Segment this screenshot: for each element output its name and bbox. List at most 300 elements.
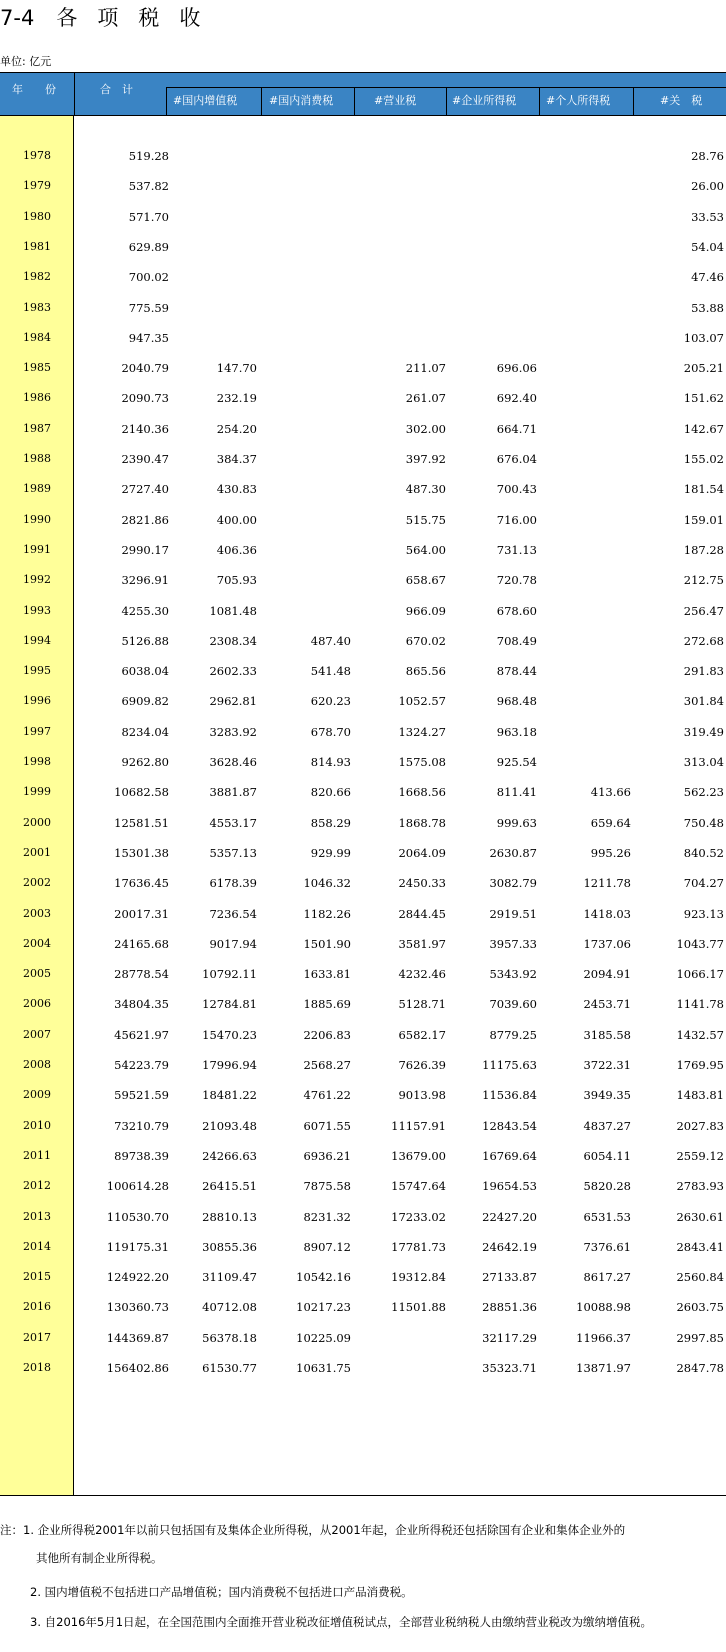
enterprise-income-cell: 16769.64 (482, 1148, 537, 1163)
enterprise-income-cell: 664.71 (496, 421, 537, 436)
tariff-cell: 1141.78 (676, 997, 724, 1012)
total-cell: 3296.91 (121, 573, 169, 588)
individual-income-cell: 659.64 (590, 815, 631, 830)
enterprise-income-cell: 700.43 (496, 482, 537, 497)
business-tax-cell: 5128.71 (398, 997, 446, 1012)
total-cell: 2727.40 (121, 482, 169, 497)
domestic-consumption-cell: 1885.69 (303, 997, 351, 1012)
year-cell: 1980 (23, 209, 51, 223)
tariff-cell: 53.88 (691, 300, 724, 315)
domestic-vat-cell: 17996.94 (202, 1058, 257, 1072)
enterprise-income-cell: 968.48 (496, 694, 537, 709)
domestic-vat-cell: 3628.46 (209, 755, 257, 769)
year-cell: 2010 (23, 1118, 51, 1132)
column-divider (354, 87, 355, 116)
domestic-vat-cell: 254.20 (216, 421, 257, 436)
enterprise-income-cell: 27133.87 (482, 1270, 537, 1285)
individual-income-cell: 2453.71 (583, 997, 631, 1012)
year-cell: 2003 (23, 906, 51, 920)
domestic-vat-cell: 56378.18 (202, 1330, 257, 1345)
tariff-cell: 54.04 (691, 239, 724, 254)
domestic-consumption-cell: 10631.75 (296, 1361, 351, 1375)
domestic-consumption-cell: 2206.83 (303, 1027, 351, 1042)
individual-income-cell: 3722.31 (583, 1058, 631, 1072)
enterprise-income-cell: 2630.87 (489, 845, 537, 860)
total-cell: 130360.73 (106, 1300, 169, 1315)
table-row (0, 746, 726, 778)
table-row (0, 958, 726, 990)
table-row (0, 1291, 726, 1323)
year-cell: 1978 (23, 149, 51, 162)
domestic-consumption-cell: 1501.90 (303, 936, 351, 951)
tariff-cell: 562.23 (683, 785, 724, 800)
domestic-vat-cell: 26415.51 (202, 1179, 257, 1194)
tariff-cell: 256.47 (683, 603, 724, 618)
tariff-cell: 313.04 (683, 755, 724, 769)
domestic-vat-cell: 21093.48 (202, 1118, 257, 1133)
tariff-cell: 159.01 (683, 512, 724, 527)
header-enterprise-income: #企业所得税 (452, 94, 517, 107)
domestic-consumption-cell: 1633.81 (303, 967, 351, 982)
domestic-consumption-cell: 10542.16 (296, 1270, 351, 1285)
enterprise-income-cell: 731.13 (496, 542, 537, 557)
enterprise-income-cell: 28851.36 (482, 1300, 537, 1315)
total-cell: 5126.88 (121, 633, 169, 648)
business-tax-cell: 515.75 (405, 512, 446, 527)
domestic-vat-cell: 406.36 (216, 542, 257, 557)
total-cell: 89738.39 (114, 1148, 169, 1163)
domestic-consumption-cell: 541.48 (310, 664, 351, 679)
column-divider (633, 87, 634, 116)
year-cell: 2002 (23, 876, 51, 890)
table-number: 7-4 (0, 6, 35, 30)
enterprise-income-cell: 8779.25 (489, 1027, 537, 1042)
tariff-cell: 142.67 (683, 421, 724, 436)
domestic-vat-cell: 10792.11 (202, 967, 257, 982)
business-tax-cell: 1868.78 (398, 815, 446, 830)
individual-income-cell: 8617.27 (583, 1270, 631, 1285)
enterprise-income-cell: 11175.63 (482, 1058, 537, 1072)
enterprise-income-cell: 811.41 (496, 785, 537, 800)
enterprise-income-cell: 999.63 (496, 815, 537, 830)
total-cell: 2990.17 (121, 542, 169, 557)
domestic-vat-cell: 147.70 (216, 361, 257, 376)
business-tax-cell: 658.67 (405, 573, 446, 588)
domestic-vat-cell: 400.00 (216, 512, 257, 527)
table-row (0, 1079, 726, 1111)
enterprise-income-cell: 925.54 (496, 755, 537, 769)
year-cell: 1989 (23, 482, 51, 496)
domestic-consumption-cell: 620.23 (310, 694, 351, 709)
table-row (0, 1261, 726, 1293)
table-row (0, 807, 726, 839)
tariff-cell: 272.68 (683, 633, 724, 648)
individual-income-cell: 11966.37 (576, 1330, 631, 1345)
year-cell: 1985 (23, 361, 51, 375)
total-cell: 17636.45 (114, 876, 169, 891)
table-bottom-border (0, 1495, 726, 1496)
table-row (0, 504, 726, 536)
year-cell: 1999 (23, 785, 51, 799)
year-cell: 1982 (23, 270, 51, 284)
table-row (0, 1110, 726, 1142)
unit-label: 单位: 亿元 (0, 55, 52, 68)
tariff-cell: 923.13 (683, 906, 724, 921)
total-cell: 15301.38 (114, 845, 169, 860)
header-individual-income: #个人所得税 (546, 94, 611, 107)
year-cell: 2018 (23, 1361, 51, 1374)
domestic-vat-cell: 2308.34 (209, 633, 257, 648)
individual-income-cell: 1737.06 (583, 936, 631, 951)
tariff-cell: 2559.12 (676, 1148, 724, 1163)
table-header (0, 72, 726, 116)
enterprise-income-cell: 32117.29 (482, 1330, 537, 1345)
domestic-vat-cell: 5357.13 (209, 845, 257, 860)
domestic-consumption-cell: 814.93 (310, 755, 351, 769)
individual-income-cell: 413.66 (590, 785, 631, 800)
tariff-cell: 301.84 (683, 694, 724, 709)
total-cell: 2821.86 (121, 512, 169, 527)
domestic-consumption-cell: 6071.55 (303, 1118, 351, 1133)
table-row (0, 443, 726, 475)
table-row (0, 867, 726, 899)
year-cell: 2011 (23, 1148, 51, 1162)
total-cell: 2140.36 (121, 421, 169, 436)
year-cell: 2009 (23, 1088, 51, 1102)
domestic-vat-cell: 7236.54 (209, 906, 257, 921)
business-tax-cell: 11501.88 (391, 1300, 446, 1315)
domestic-vat-cell: 2962.81 (209, 694, 257, 709)
table-row (0, 1170, 726, 1202)
total-cell: 59521.59 (114, 1088, 169, 1103)
table-row (0, 413, 726, 445)
business-tax-cell: 670.02 (405, 633, 446, 648)
individual-income-cell: 3949.35 (583, 1088, 631, 1103)
business-tax-cell: 19312.84 (391, 1270, 446, 1285)
business-tax-cell: 966.09 (405, 603, 446, 618)
total-cell: 12581.51 (114, 815, 169, 830)
enterprise-income-cell: 720.78 (496, 573, 537, 588)
individual-income-cell: 7376.61 (583, 1239, 631, 1254)
tariff-cell: 2997.85 (676, 1330, 724, 1345)
individual-income-cell: 6531.53 (583, 1209, 631, 1224)
domestic-consumption-cell: 858.29 (310, 815, 351, 830)
year-cell: 2000 (23, 815, 51, 829)
business-tax-cell: 1575.08 (398, 755, 446, 769)
year-cell: 1990 (23, 512, 51, 526)
table-row (0, 595, 726, 627)
domestic-vat-cell: 4553.17 (209, 815, 257, 830)
enterprise-income-cell: 7039.60 (489, 997, 537, 1012)
header-tariff: #关 税 (660, 94, 703, 107)
business-tax-cell: 261.07 (405, 391, 446, 406)
enterprise-income-cell: 2919.51 (489, 906, 537, 921)
enterprise-income-cell: 878.44 (496, 664, 537, 679)
column-divider (74, 72, 75, 116)
domestic-vat-cell: 40712.08 (202, 1300, 257, 1315)
total-cell: 2040.79 (121, 361, 169, 376)
domestic-vat-cell: 3881.87 (209, 785, 257, 800)
enterprise-income-cell: 963.18 (496, 724, 537, 739)
business-tax-cell: 17781.73 (391, 1239, 446, 1254)
tariff-cell: 704.27 (683, 876, 724, 891)
tariff-cell: 181.54 (683, 482, 724, 497)
domestic-vat-cell: 1081.48 (209, 603, 257, 618)
individual-income-cell: 995.26 (590, 845, 631, 860)
individual-income-cell: 1211.78 (583, 876, 631, 891)
year-cell: 2006 (23, 997, 51, 1011)
enterprise-income-cell: 19654.53 (482, 1179, 537, 1194)
year-cell: 2004 (23, 936, 51, 950)
tariff-cell: 2847.78 (676, 1361, 724, 1375)
total-cell: 28778.54 (114, 967, 169, 982)
table-row (0, 201, 726, 233)
year-cell: 2016 (23, 1300, 51, 1314)
domestic-vat-cell: 2602.33 (209, 664, 257, 679)
year-cell: 2007 (23, 1027, 51, 1041)
table-row (0, 1049, 726, 1081)
total-cell: 2390.47 (121, 452, 169, 466)
enterprise-income-cell: 696.06 (496, 361, 537, 376)
column-divider (166, 87, 167, 116)
year-cell: 1986 (23, 391, 51, 405)
table-row (0, 261, 726, 293)
year-cell: 1998 (23, 755, 51, 768)
enterprise-income-cell: 12843.54 (482, 1118, 537, 1133)
domestic-vat-cell: 232.19 (216, 391, 257, 406)
tariff-cell: 155.02 (683, 452, 724, 466)
tariff-cell: 1769.95 (676, 1058, 724, 1072)
enterprise-income-cell: 24642.19 (482, 1239, 537, 1254)
table-row (0, 382, 726, 414)
tariff-cell: 212.75 (683, 573, 724, 588)
header-year: 年 份 (12, 83, 56, 96)
total-cell: 24165.68 (114, 936, 169, 951)
enterprise-income-cell: 35323.71 (482, 1361, 537, 1375)
individual-income-cell: 1418.03 (583, 906, 631, 921)
enterprise-income-cell: 716.00 (496, 512, 537, 527)
year-cell: 1997 (23, 724, 51, 738)
year-cell: 2017 (23, 1330, 51, 1344)
domestic-vat-cell: 384.37 (216, 452, 257, 466)
individual-income-cell: 6054.11 (583, 1148, 631, 1163)
total-cell: 6038.04 (121, 664, 169, 679)
domestic-consumption-cell: 7875.58 (303, 1179, 351, 1194)
domestic-vat-cell: 15470.23 (202, 1027, 257, 1042)
table-row (0, 473, 726, 505)
tariff-cell: 151.62 (683, 391, 724, 406)
total-cell: 110530.70 (106, 1209, 169, 1224)
enterprise-income-cell: 676.04 (496, 452, 537, 466)
tariff-cell: 2560.84 (676, 1270, 724, 1285)
page-title (0, 2, 220, 32)
year-cell: 1992 (23, 573, 51, 587)
table-row (0, 716, 726, 748)
tariff-cell: 103.07 (683, 330, 724, 345)
enterprise-income-cell: 5343.92 (489, 967, 537, 982)
domestic-consumption-cell: 820.66 (310, 785, 351, 800)
domestic-vat-cell: 3283.92 (209, 724, 257, 739)
total-cell: 8234.04 (121, 724, 169, 739)
tariff-cell: 33.53 (691, 209, 724, 224)
tariff-cell: 319.49 (683, 724, 724, 739)
table-row (0, 534, 726, 566)
individual-income-cell: 2094.91 (583, 967, 631, 982)
total-cell: 2090.73 (121, 391, 169, 406)
total-cell: 700.02 (128, 270, 169, 285)
total-cell: 144369.87 (106, 1330, 169, 1345)
title-char: 各 (56, 6, 78, 30)
total-cell: 775.59 (128, 300, 169, 315)
domestic-consumption-cell: 8231.32 (303, 1209, 351, 1224)
tariff-cell: 47.46 (691, 270, 724, 285)
domestic-consumption-cell: 1046.32 (303, 876, 351, 891)
year-cell: 2001 (23, 845, 51, 859)
tariff-cell: 1066.17 (676, 967, 724, 982)
total-cell: 54223.79 (114, 1058, 169, 1072)
tariff-cell: 840.52 (683, 845, 724, 860)
table-row (0, 1322, 726, 1354)
business-tax-cell: 1668.56 (398, 785, 446, 800)
table-row (0, 837, 726, 869)
business-tax-cell: 4232.46 (398, 967, 446, 982)
total-cell: 45621.97 (114, 1027, 169, 1042)
business-tax-cell: 2064.09 (398, 845, 446, 860)
domestic-consumption-cell: 487.40 (310, 633, 351, 648)
title-char: 税 (138, 6, 160, 30)
enterprise-income-cell: 22427.20 (482, 1209, 537, 1224)
business-tax-cell: 3581.97 (398, 936, 446, 951)
total-cell: 9262.80 (121, 755, 169, 769)
tariff-cell: 2630.61 (676, 1209, 724, 1224)
individual-income-cell: 4837.27 (583, 1118, 631, 1133)
column-divider (539, 87, 540, 116)
footnote: 注：1. 企业所得税2001年以前只包括国有及集体企业所得税，从2001年起，企业所得税还包括除国有企业和集体企业外的 (0, 1523, 626, 1537)
domestic-consumption-cell: 10225.09 (296, 1330, 351, 1345)
total-cell: 629.89 (128, 239, 169, 254)
year-cell: 1994 (23, 633, 51, 647)
column-divider (446, 87, 447, 116)
year-cell: 2015 (23, 1270, 51, 1284)
business-tax-cell: 1324.27 (398, 724, 446, 739)
business-tax-cell: 211.07 (405, 361, 446, 376)
total-cell: 10682.58 (114, 785, 169, 800)
domestic-vat-cell: 24266.63 (202, 1148, 257, 1163)
domestic-consumption-cell: 8907.12 (303, 1239, 351, 1254)
total-cell: 6909.82 (121, 694, 169, 709)
year-cell: 2012 (23, 1179, 51, 1193)
business-tax-cell: 7626.39 (398, 1058, 446, 1072)
tax-table (0, 72, 726, 1496)
domestic-vat-cell: 18481.22 (202, 1088, 257, 1103)
individual-income-cell: 5820.28 (583, 1179, 631, 1194)
table-row (0, 1201, 726, 1233)
header-domestic-consumption: #国内消费税 (269, 94, 334, 107)
tariff-cell: 205.21 (683, 361, 724, 376)
tariff-cell: 187.28 (683, 542, 724, 557)
total-cell: 20017.31 (114, 906, 169, 921)
domestic-consumption-cell: 6936.21 (303, 1148, 351, 1163)
year-cell: 2013 (23, 1209, 51, 1223)
domestic-consumption-cell: 929.99 (310, 845, 351, 860)
total-cell: 947.35 (128, 330, 169, 345)
enterprise-income-cell: 678.60 (496, 603, 537, 618)
enterprise-income-cell: 692.40 (496, 391, 537, 406)
domestic-vat-cell: 6178.39 (209, 876, 257, 891)
total-cell: 124922.20 (106, 1270, 169, 1285)
domestic-vat-cell: 61530.77 (202, 1361, 257, 1375)
total-cell: 4255.30 (121, 603, 169, 618)
table-row (0, 292, 726, 324)
footnote: 3. 自2016年5月1日起，在全国范围内全面推开营业税改征增值税试点，全部营业税纳税人由缴纳营业税改为缴纳增值税。 (30, 1615, 653, 1629)
year-cell: 1983 (23, 300, 51, 314)
header-total: 合 计 (100, 83, 133, 96)
total-cell: 571.70 (128, 209, 169, 224)
tariff-cell: 2027.83 (676, 1118, 724, 1133)
business-tax-cell: 15747.64 (391, 1179, 446, 1194)
domestic-consumption-cell: 678.70 (310, 724, 351, 739)
total-cell: 100614.28 (106, 1179, 169, 1194)
enterprise-income-cell: 708.49 (496, 633, 537, 648)
domestic-vat-cell: 705.93 (216, 573, 257, 588)
domestic-vat-cell: 30855.36 (202, 1239, 257, 1254)
year-cell: 2005 (23, 967, 51, 981)
domestic-vat-cell: 28810.13 (202, 1209, 257, 1224)
footnote: 其他所有制企业所得税。 (36, 1551, 163, 1565)
tariff-cell: 1483.81 (676, 1088, 724, 1103)
table-row (0, 898, 726, 930)
business-tax-cell: 397.92 (405, 452, 446, 466)
business-tax-cell: 6582.17 (398, 1027, 446, 1042)
domestic-vat-cell: 31109.47 (202, 1270, 257, 1285)
tariff-cell: 2783.93 (676, 1179, 724, 1194)
footnote: 2. 国内增值税不包括进口产品增值税；国内消费税不包括进口产品消费税。 (30, 1585, 413, 1599)
enterprise-income-cell: 3957.33 (489, 936, 537, 951)
tariff-cell: 750.48 (683, 815, 724, 830)
business-tax-cell: 302.00 (405, 421, 446, 436)
table-row (0, 564, 726, 596)
table-row (0, 1231, 726, 1263)
table-row (0, 625, 726, 657)
individual-income-cell: 13871.97 (576, 1361, 631, 1375)
business-tax-cell: 487.30 (405, 482, 446, 497)
domestic-consumption-cell: 1182.26 (303, 906, 351, 921)
table-row (0, 1140, 726, 1172)
total-cell: 156402.86 (106, 1361, 169, 1375)
individual-income-cell: 10088.98 (576, 1300, 631, 1315)
year-cell: 2008 (23, 1058, 51, 1071)
business-tax-cell: 17233.02 (391, 1209, 446, 1224)
year-cell: 1996 (23, 694, 51, 708)
header-business: #营业税 (374, 94, 417, 107)
year-cell: 2014 (23, 1239, 51, 1253)
table-row (0, 170, 726, 202)
year-cell: 1987 (23, 421, 51, 435)
business-tax-cell: 11157.91 (391, 1118, 446, 1133)
table-row (0, 352, 726, 384)
domestic-vat-cell: 12784.81 (202, 997, 257, 1012)
business-tax-cell: 2844.45 (398, 906, 446, 921)
tariff-cell: 1043.77 (676, 936, 724, 951)
enterprise-income-cell: 11536.84 (482, 1088, 537, 1103)
total-cell: 73210.79 (114, 1118, 169, 1133)
title-char: 收 (179, 6, 201, 30)
table-row (0, 655, 726, 687)
year-cell: 1981 (23, 239, 51, 253)
tariff-cell: 2603.75 (676, 1300, 724, 1315)
header-domestic-vat: #国内增值税 (173, 94, 238, 107)
year-cell: 1995 (23, 664, 51, 678)
